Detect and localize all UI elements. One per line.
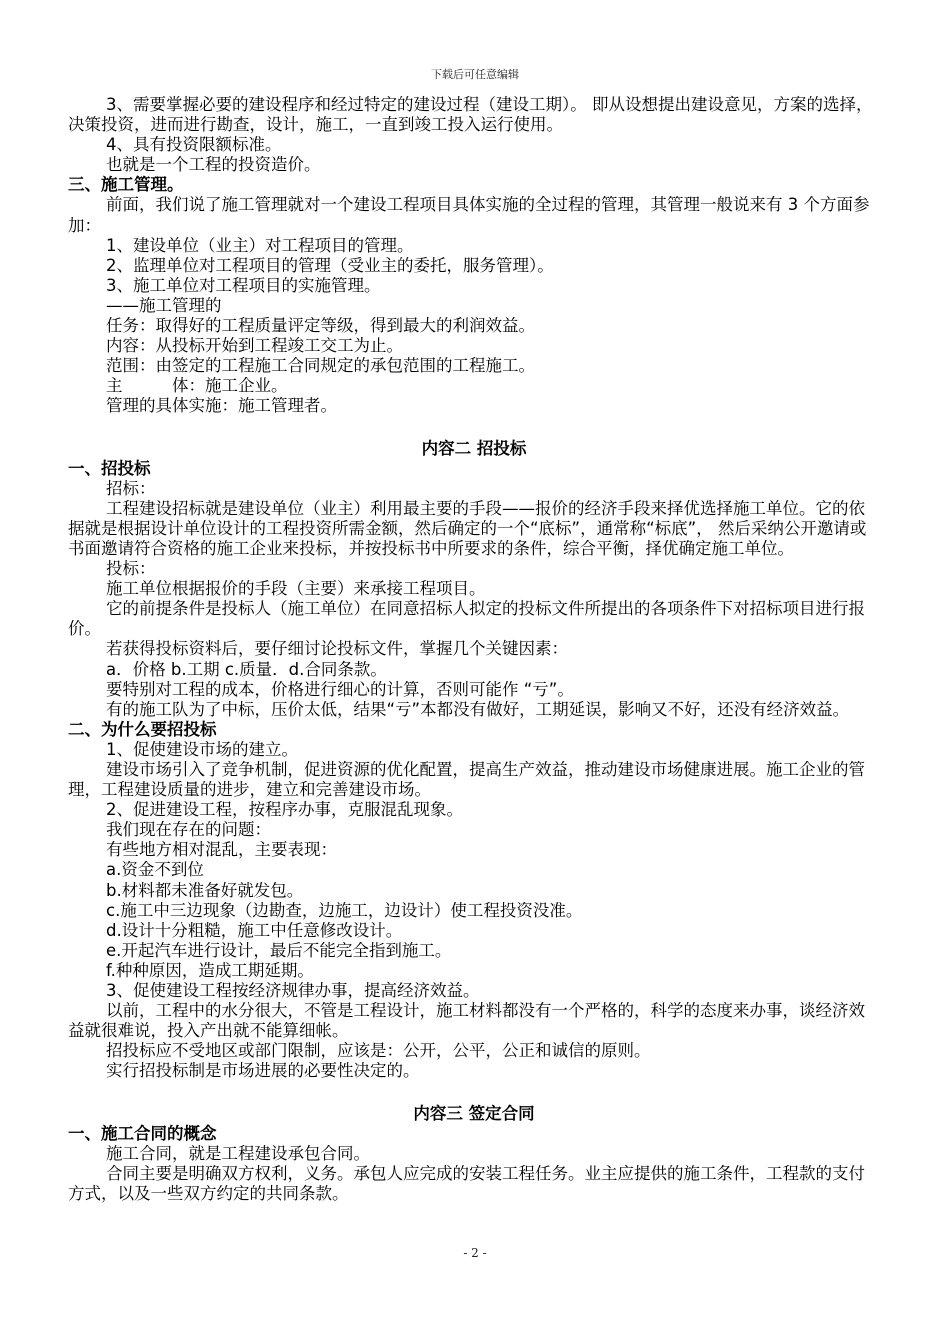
document-body <box>68 95 880 1204</box>
paragraph: 也就是一个工程的投资造价。 <box>106 155 321 175</box>
paragraph: 3、施工单位对工程项目的实施管理。 <box>106 275 381 295</box>
paragraph: 管理的具体实施：施工管理者。 <box>106 396 337 416</box>
paragraph: 合同主要是明确双方权利，义务。承包人应完成的安装工程任务。业主应提供的施工条件，工程款的支付方式，以及一些双方约定的共同条款。 <box>68 1163 865 1203</box>
part-title: 内容二 招投标 <box>421 438 527 458</box>
paragraph: 我们现在存在的问题： <box>106 820 271 840</box>
paragraph: a.资金不到位 <box>106 860 204 880</box>
paragraph: 有的施工队为了中标，压价太低，结果“亏”本都没有做好，工期延误，影响又不好，还没有经济效益。 <box>106 699 850 719</box>
header-note: 下载后可任意编辑 <box>431 68 519 81</box>
paragraph: 前面，我们说了施工管理就对一个建设工程项目具体实施的全过程的管理，其管理一般说来有 3 个方面参加： <box>68 195 870 235</box>
paragraph: 1、建设单位（业主）对工程项目的管理。 <box>106 235 414 255</box>
section-heading: 三、施工管理。 <box>68 175 184 195</box>
paragraph: e.开起汽车进行设计，最后不能完全指到施工。 <box>106 940 452 960</box>
section-heading: 一、施工合同的概念 <box>68 1123 217 1143</box>
paragraph: 若获得投标资料后，要仔细讨论投标文件，掌握几个关键因素： <box>106 639 568 659</box>
paragraph: 工程建设招标就是建设单位（业主）利用最主要的手段——报价的经济手段来择优选择施工单位。它的依据就是根据设计单位设计的工程投资所需金额，然后确定的一个“底标”，通常称“标底”， 然后采纳公开邀请或书面邀请符合资格的施工企业来投标，并按投标书中所要求的条件，综合平衡，择优确定施工单位。 <box>68 498 867 558</box>
paragraph: 主 体：施工企业。 <box>106 376 288 396</box>
paragraph: 招标： <box>106 478 156 498</box>
paragraph: 范围：由签定的工程施工合同规定的承包范围的工程施工。 <box>106 356 535 376</box>
paragraph: a．价格 b.工期 c.质量．d.合同条款。 <box>106 659 387 679</box>
paragraph: 3、需要掌握必要的建设程序和经过特定的建设过程（建设工期）。 即从设想提出建设意见，方案的选择，决策投资，进而进行勘查，设计，施工，一直到竣工投入运行使用。 <box>68 95 873 135</box>
paragraph: 招投标应不受地区或部门限制，应该是：公开，公平，公正和诚信的原则。 <box>106 1041 651 1061</box>
paragraph: c.施工中三边现象（边勘查，边施工，边设计）使工程投资没准。 <box>106 900 583 920</box>
paragraph: ——施工管理的 <box>106 295 222 315</box>
paragraph: 4、具有投资限额标准。 <box>106 135 282 155</box>
part-title: 内容三 签定合同 <box>413 1103 535 1123</box>
paragraph: 以前，工程中的水分很大，不管是工程设计，施工材料都没有一个严格的，科学的态度来办事，谈经济效益就很难说，投入产出就不能算细帐。 <box>68 1001 865 1041</box>
section-heading: 一、招投标 <box>68 458 151 478</box>
section-heading: 二、为什么要招投标 <box>68 719 217 739</box>
paragraph: 实行招投标制是市场进展的必要性决定的。 <box>106 1061 420 1081</box>
paragraph: 1、促使建设市场的建立。 <box>106 739 298 759</box>
paragraph: 2、监理单位对工程项目的管理（受业主的委托，服务管理）。 <box>106 255 554 275</box>
paragraph: d.设计十分粗糙，施工中任意修改设计。 <box>106 920 403 940</box>
paragraph: 2、促进建设工程，按程序办事，克服混乱现象。 <box>106 800 463 820</box>
paragraph: 内容：从投标开始到工程竣工交工为止。 <box>106 336 403 356</box>
paragraph: 3、促使建设工程按经济规律办事，提高经济效益。 <box>106 981 480 1001</box>
paragraph: 要特别对工程的成本，价格进行细心的计算，否则可能作 “亏”。 <box>106 679 574 699</box>
page-number: - 2 - <box>463 1246 487 1260</box>
paragraph: b.材料都未准备好就发包。 <box>106 880 304 900</box>
paragraph: 施工合同，就是工程建设承包合同。 <box>106 1143 370 1163</box>
paragraph: f.种种原因，造成工期延期。 <box>106 960 314 980</box>
paragraph: 投标： <box>106 559 156 579</box>
paragraph: 施工单位根据报价的手段（主要）来承接工程项目。 <box>106 579 486 599</box>
paragraph: 任务：取得好的工程质量评定等级，得到最大的利润效益。 <box>106 316 535 336</box>
paragraph: 有些地方相对混乱，主要表现： <box>106 840 337 860</box>
paragraph: 建设市场引入了竞争机制，促进资源的优化配置，提高生产效益，推动建设市场健康进展。施工企业的管理，工程建设质量的进步，建立和完善建设市场。 <box>68 760 865 800</box>
paragraph: 它的前提条件是投标人（施工单位）在同意招标人拟定的投标文件所提出的各项条件下对招标项目进行报价。 <box>68 599 865 639</box>
